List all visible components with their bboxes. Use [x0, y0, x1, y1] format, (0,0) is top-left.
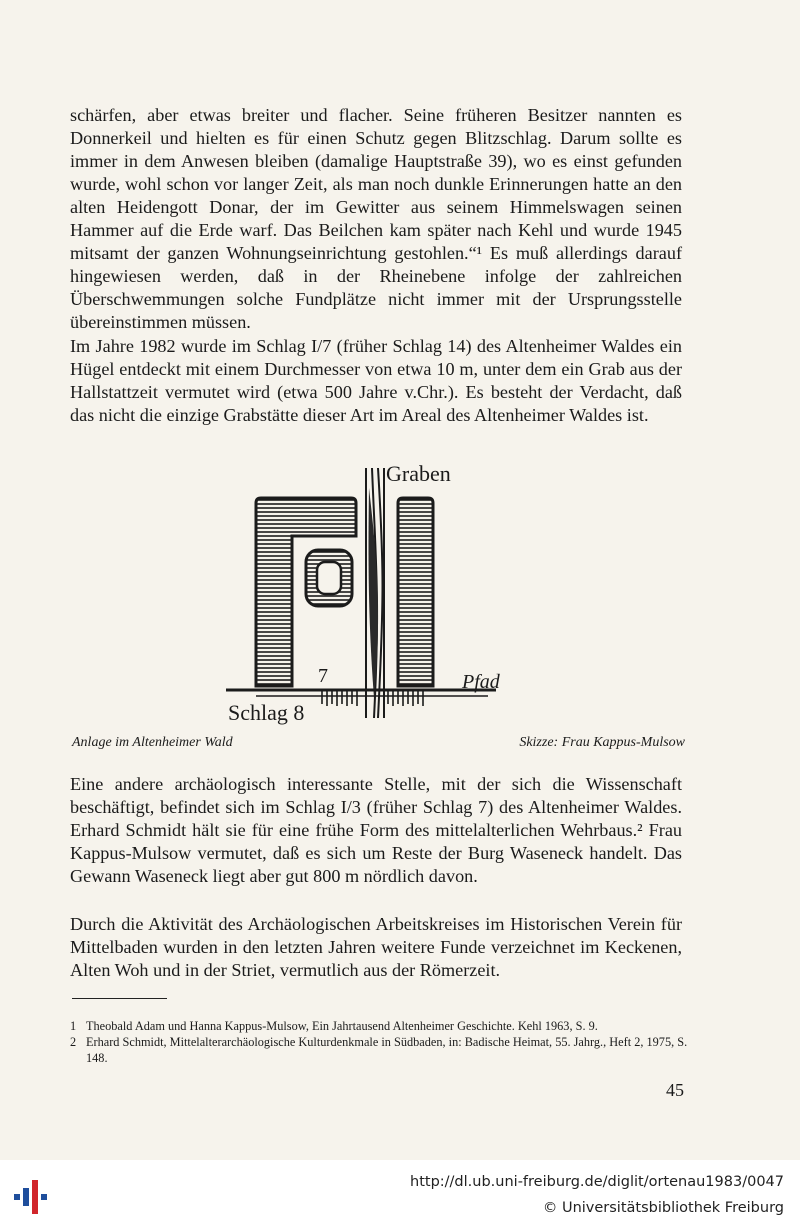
label-graben: Graben — [386, 461, 451, 486]
page-number: 45 — [666, 1080, 684, 1100]
paragraph: Durch die Aktivität des Archäologischen Arbeitskreises im Historischen Verein für Mittelbaden wurden in den letzten Jahren weitere Funde verzeichnet im Keckenen, Alten Woh und in der Striet, vermutlich aus der Römerzeit. — [70, 914, 682, 980]
label-pfad: Pfad — [462, 671, 500, 693]
ditch-graben — [366, 468, 384, 718]
site-sketch — [226, 458, 526, 730]
paragraph: Eine andere archäologisch interessante Stelle, mit der sich die Wissenschaft beschäftigt, befindet sich im Schlag I/3 (früher Schlag 7) des Altenheimer Waldes. Erhard Schmidt hält sie für eine frühe Form des mittelalterlichen Wehrbaus.² Frau Kappus-Mulsow vermutet, daß es sich um Reste der Burg Waseneck handelt. Das Gewann Waseneck liegt aber gut 800 m nördlich davon. — [70, 774, 682, 886]
library-footer — [0, 1160, 800, 1226]
paragraph: Im Jahre 1982 wurde im Schlag I/7 (früher Schlag 14) des Altenheimer Waldes ein Hügel entdeckt mit einem Durchmesser von etwa 10 m, unter dem ein Grab aus der Hallstattzeit vermutet wird (etwa 500 Jahre v.Chr.). Es besteht der Verdacht, daß das nicht die einzige Grabstätte dieser Art im Areal des Altenheimer Waldes ist. — [70, 336, 682, 425]
footnote-divider — [72, 998, 167, 999]
footnote-text: Erhard Schmidt, Mittelalterarchäologische Kulturdenkmale in Südbaden, in: Badische Heimat, 55. Jahrg., Heft 2, 1975, S. 148. — [86, 1035, 688, 1065]
library-logo-icon — [12, 1178, 52, 1218]
rampart-left — [256, 498, 356, 686]
footnote — [70, 1034, 690, 1066]
footnote — [70, 1018, 690, 1034]
footnote-text: Theobald Adam und Hanna Kappus-Mulsow, Ein Jahrtausend Altenheimer Geschichte. Kehl 1963, S. 9. — [86, 1019, 598, 1033]
paragraph: schärfen, aber etwas breiter und flacher. Seine früheren Besitzer nannten es Donnerkeil und hielten es für einen Schutz gegen Blitzschlag. Darum sollte es immer in dem Anwesen bleiben (damalige Hauptstraße 39), wo es einst gefunden wurde, wohl schon vor langer Zeit, als man noch dunkle Erinnerungen hatte an den alten Heidengott Donar, der im Gewitter aus seinem Himmelswagen seinen Hammer auf die Erde warf. Das Beilchen kam später nach Kehl und wurde 1945 mitsamt der ganzen Wohnungseinrichtung gestohlen.“¹ Es muß allerdings darauf hingewiesen werden, daß in der Rheinebene infolge der zahlreichen Überschwemmungen solche Fundplätze nicht immer mit der Ursprungsstelle übereinstimmen müssen. — [70, 105, 682, 332]
footnote-number: 1 — [70, 1019, 77, 1033]
source-url-link[interactable]: http://dl.ub.uni-freiburg.de/diglit/ortenau1983/0047 — [410, 1174, 784, 1190]
footnote-number: 2 — [70, 1035, 77, 1049]
label-seven: 7 — [318, 665, 328, 687]
label-schlag: Schlag 8 — [228, 700, 305, 725]
figure-credit: Skizze: Frau Kappus-Mulsow — [519, 735, 685, 750]
rampart-right — [398, 498, 433, 686]
figure-caption: Anlage im Altenheimer Wald — [72, 735, 233, 750]
copyright-notice: © Universitätsbibliothek Freiburg — [542, 1200, 784, 1216]
